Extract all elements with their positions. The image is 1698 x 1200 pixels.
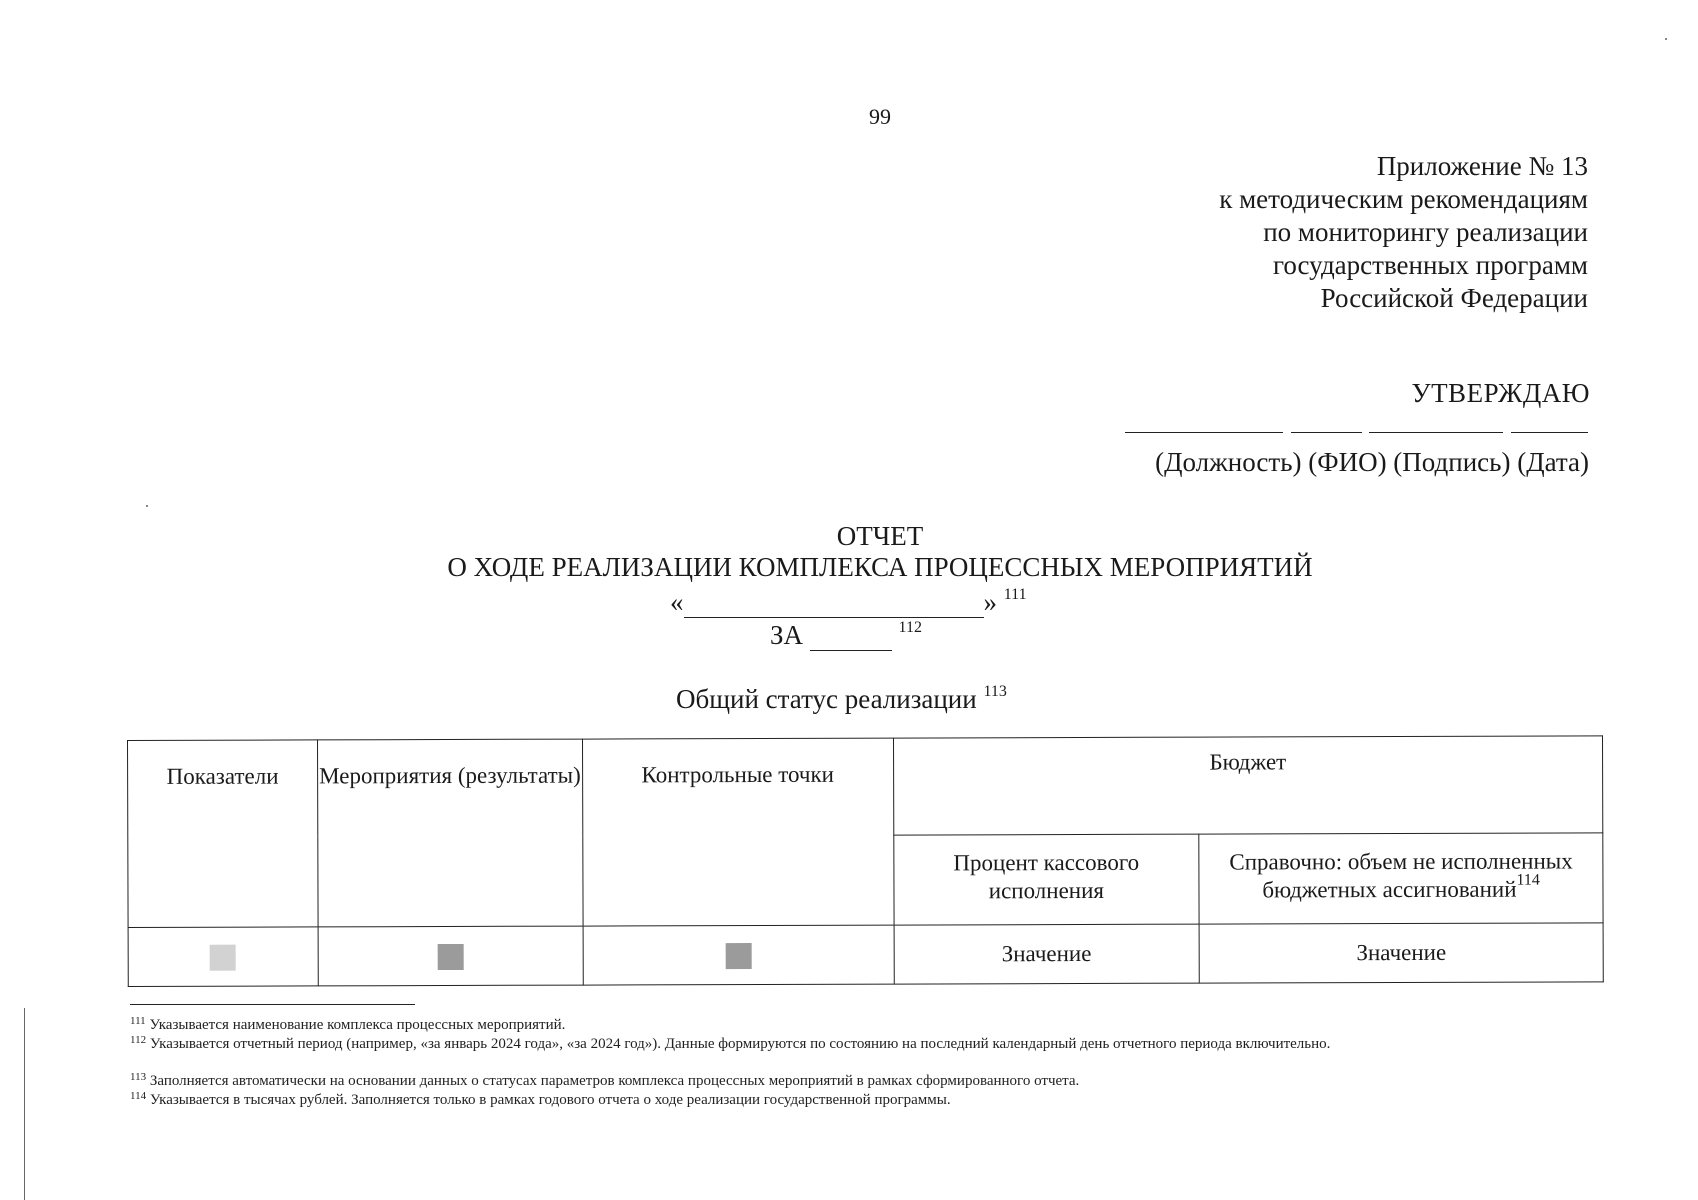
date-line	[1511, 432, 1588, 433]
quote-open: «	[670, 587, 684, 617]
complex-name-line	[670, 587, 1027, 618]
report-subtitle: О ХОДЕ РЕАЛИЗАЦИИ КОМПЛЕКСА ПРОЦЕССНЫХ МЕРОПРИЯТИЙ	[447, 552, 1313, 582]
footnote-separator	[130, 1004, 415, 1005]
footnote-ref-114: 114	[1516, 871, 1540, 889]
footnote-number: 111	[130, 1015, 146, 1027]
footnote-text: Указывается отчетный период (например, «за январь 2024 года», «за 2024 год»). Данные формируются по состоянию на последний календарный день отчетного периода включительно.	[149, 1036, 1331, 1052]
header-unexecuted-text: Справочно: объем не исполненных бюджетных ассигнований	[1229, 848, 1573, 902]
footnote-ref-111: 111	[1003, 586, 1027, 603]
footnotes-group-2	[130, 1072, 1079, 1110]
period-line	[770, 620, 922, 651]
appendix-line: к методическим рекомендациям	[1219, 184, 1588, 214]
status-table	[127, 735, 1604, 987]
status-section-title	[676, 684, 1007, 715]
appendix-block	[1219, 150, 1588, 315]
footnote-number: 113	[130, 1071, 147, 1083]
footnote-text: Указывается в тысячах рублей. Заполняется только в рамках годового отчета о ходе реализации государственной программы.	[149, 1092, 951, 1108]
appendix-line: Российской Федерации	[1320, 283, 1588, 313]
footnote-111	[130, 1016, 1330, 1035]
scan-speck	[1665, 38, 1667, 40]
cell-indicators-status	[128, 927, 318, 987]
header-checkpoints: Контрольные точки	[582, 738, 893, 926]
status-indicator-icon	[437, 944, 463, 970]
cell-checkpoints-status	[583, 925, 894, 985]
position-line	[1125, 432, 1283, 433]
signature-caption: (Должность) (ФИО) (Подпись) (Дата)	[1155, 447, 1589, 477]
status-indicator-icon	[210, 945, 236, 971]
footnote-text: Заполняется автоматически на основании данных о статусах параметров комплекса процессных мероприятий в рамках сформированного отчета.	[149, 1073, 1080, 1089]
approve-label: УТВЕРЖДАЮ	[1411, 378, 1590, 408]
header-budget: Бюджет	[893, 736, 1603, 835]
footnote-112	[130, 1035, 1330, 1054]
status-title-text: Общий статус реализации	[676, 684, 977, 714]
footnote-number: 112	[130, 1034, 147, 1046]
footnote-ref-113: 113	[983, 683, 1007, 700]
quote-close: »	[983, 587, 997, 617]
footnote-text: Указывается наименование комплекса процессных мероприятий.	[149, 1017, 566, 1033]
cell-unexecuted-value: Значение	[1199, 923, 1603, 983]
footnotes-group-1	[130, 1016, 1330, 1054]
appendix-line: Приложение № 13	[1376, 151, 1588, 181]
footnote-114	[130, 1091, 1079, 1110]
page-number: 99	[869, 104, 891, 129]
period-blank	[810, 626, 892, 651]
appendix-line: государственных программ	[1272, 250, 1588, 280]
period-label: ЗА	[770, 620, 804, 650]
header-cash-percent: Процент кассового исполнения	[893, 834, 1199, 925]
scan-margin-line	[24, 1008, 25, 1200]
cell-cash-value: Значение	[894, 924, 1200, 984]
signature-lines	[1125, 432, 1588, 436]
name-line	[1291, 432, 1362, 433]
appendix-line: по мониторингу реализации	[1263, 217, 1588, 247]
footnote-ref-112: 112	[898, 619, 922, 636]
cell-events-status	[318, 926, 583, 986]
complex-name-blank	[684, 593, 984, 618]
status-indicator-icon	[725, 943, 751, 969]
footnote-number: 114	[130, 1090, 147, 1102]
header-events: Мероприятия (результаты)	[317, 739, 582, 927]
report-title: ОТЧЕТ	[836, 521, 924, 551]
signature-line	[1369, 432, 1503, 433]
scan-speck	[146, 505, 148, 507]
header-indicators: Показатели	[128, 740, 318, 928]
footnote-113	[130, 1072, 1079, 1091]
header-unexecuted	[1199, 832, 1603, 924]
table-row	[128, 923, 1603, 987]
